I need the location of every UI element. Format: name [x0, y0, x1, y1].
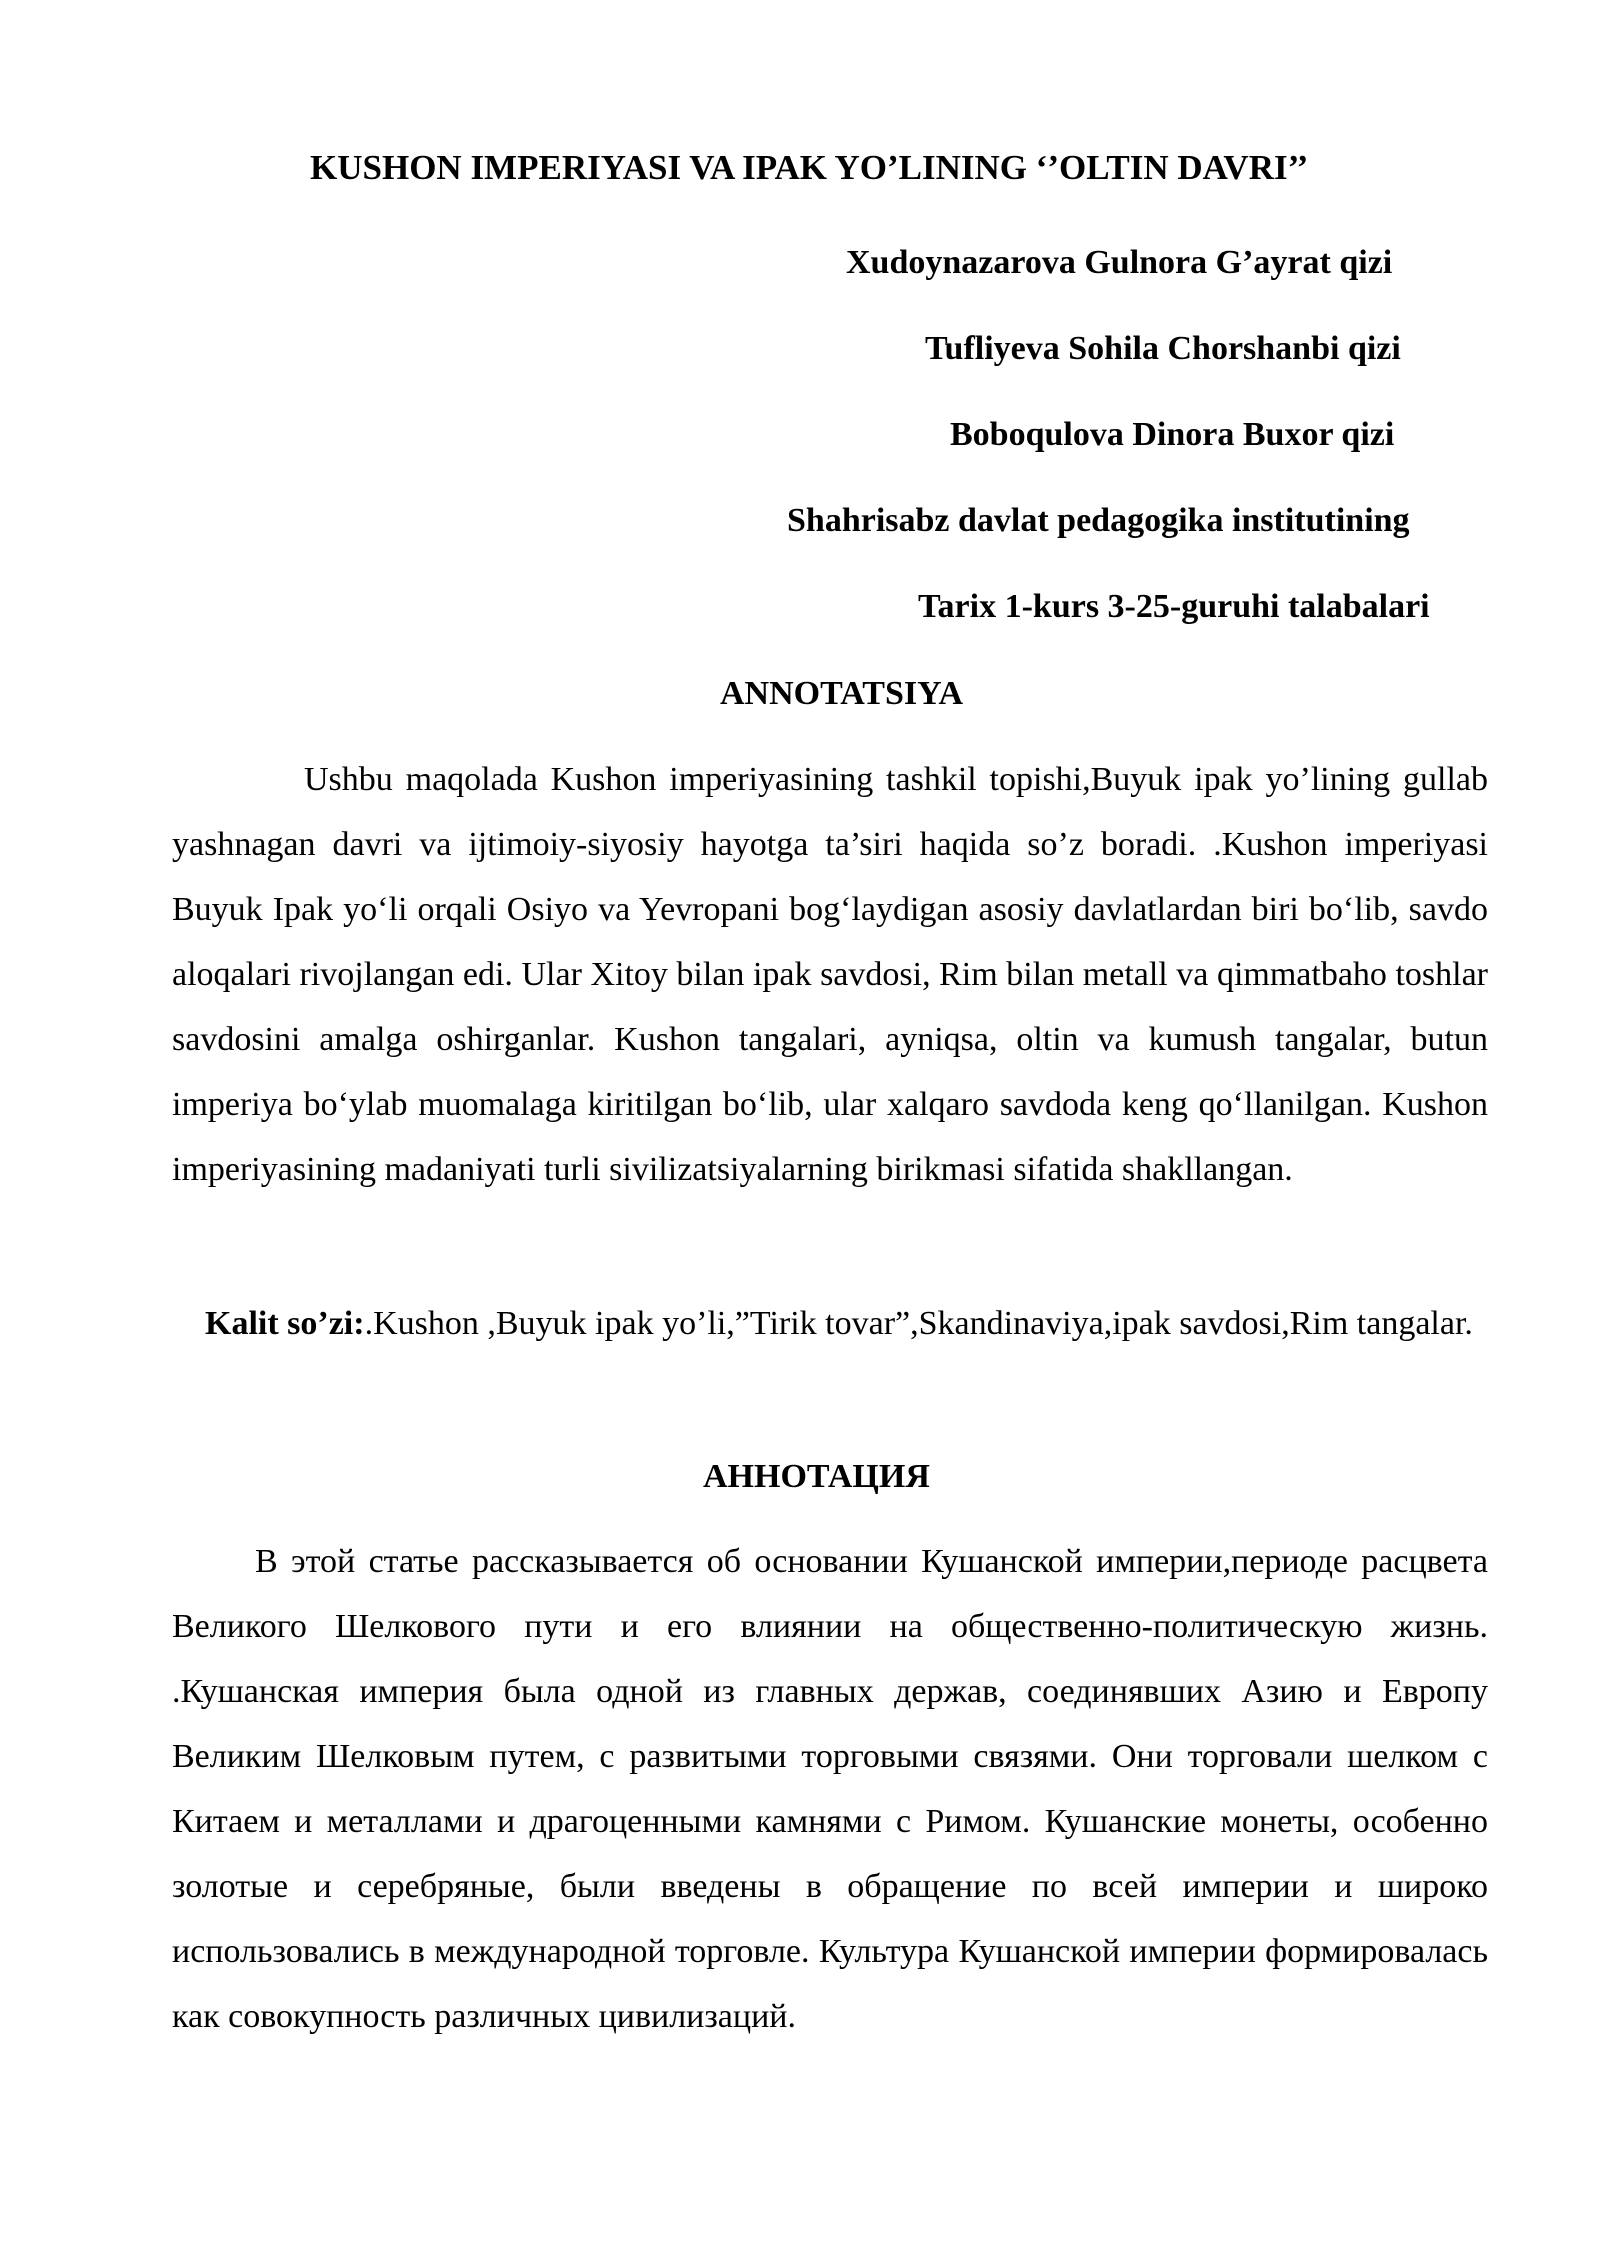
author-line-2: Tufliyeva Sohila Chorshanbi qizi	[925, 330, 1401, 367]
article-title: KUSHON IMPERIYASI VA IPAK YO’LINING ‘’OLTIN DAVRI’’	[310, 148, 1309, 187]
group-line: Tarix 1-kurs 3-25-guruhi talabalari	[918, 588, 1430, 625]
keywords-paragraph	[172, 1291, 1488, 1356]
annotation-ru-heading: АННОТАЦИЯ	[703, 1458, 930, 1495]
keywords-text: .Kushon ,Buyuk ipak yo’li,”Tirik tovar”,Skandinaviya,ipak savdosi,Rim tangalar.	[364, 1305, 1473, 1342]
annotation-ru-paragraph: В этой статье рассказывается об основании Кушанской империи,периоде расцвета Великого Шелкового пути и его влиянии на общественно-политическую жизнь. .Кушанская империя была одной из главных держав, соединявших Азию и Европу Великим Шелковым путем, с развитыми торговыми связями. Они торговали шелком с Китаем и металлами и драгоценными камнями с Римом. Кушанские монеты, особенно золотые и серебряные, были введены в обращение по всей империи и широко использовались в международной торговле. Культура Кушанской империи формировалась как совокупность различных цивилизаций.	[172, 1543, 1488, 2035]
institution-line: Shahrisabz davlat pedagogika institutining	[787, 502, 1410, 539]
annotation-uz-heading: ANNOTATSIYA	[720, 675, 964, 712]
annotation-uz-paragraph: Ushbu maqolada Kushon imperiyasining tashkil topishi,Buyuk ipak yo’lining gullab yashnagan davri va ijtimoiy-siyosiy hayotga ta’siri haqida so’z boradi. .Kushon imperiyasi Buyuk Ipak yo‘li orqali Osiyo va Yevropani bog‘laydigan asosiy davlatlardan biri bo‘lib, savdo aloqalari rivojlangan edi. Ular Xitoy bilan ipak savdosi, Rim bilan metall va qimmatbaho toshlar savdosini amalga oshirganlar. Kushon tangalari, ayniqsa, oltin va kumush tangalar, butun imperiya bo‘ylab muomalaga kiritilgan bo‘lib, ular xalqaro savdoda keng qo‘llanilgan. Kushon imperiyasining madaniyati turli sivilizatsiyalarning birikmasi sifatida shakllangan.	[172, 761, 1488, 1188]
author-line-3: Boboqulova Dinora Buxor qizi	[950, 416, 1395, 453]
keywords-label: Kalit so’zi:	[205, 1305, 365, 1342]
author-line-1: Xudoynazarova Gulnora G’ayrat qizi	[846, 244, 1393, 281]
